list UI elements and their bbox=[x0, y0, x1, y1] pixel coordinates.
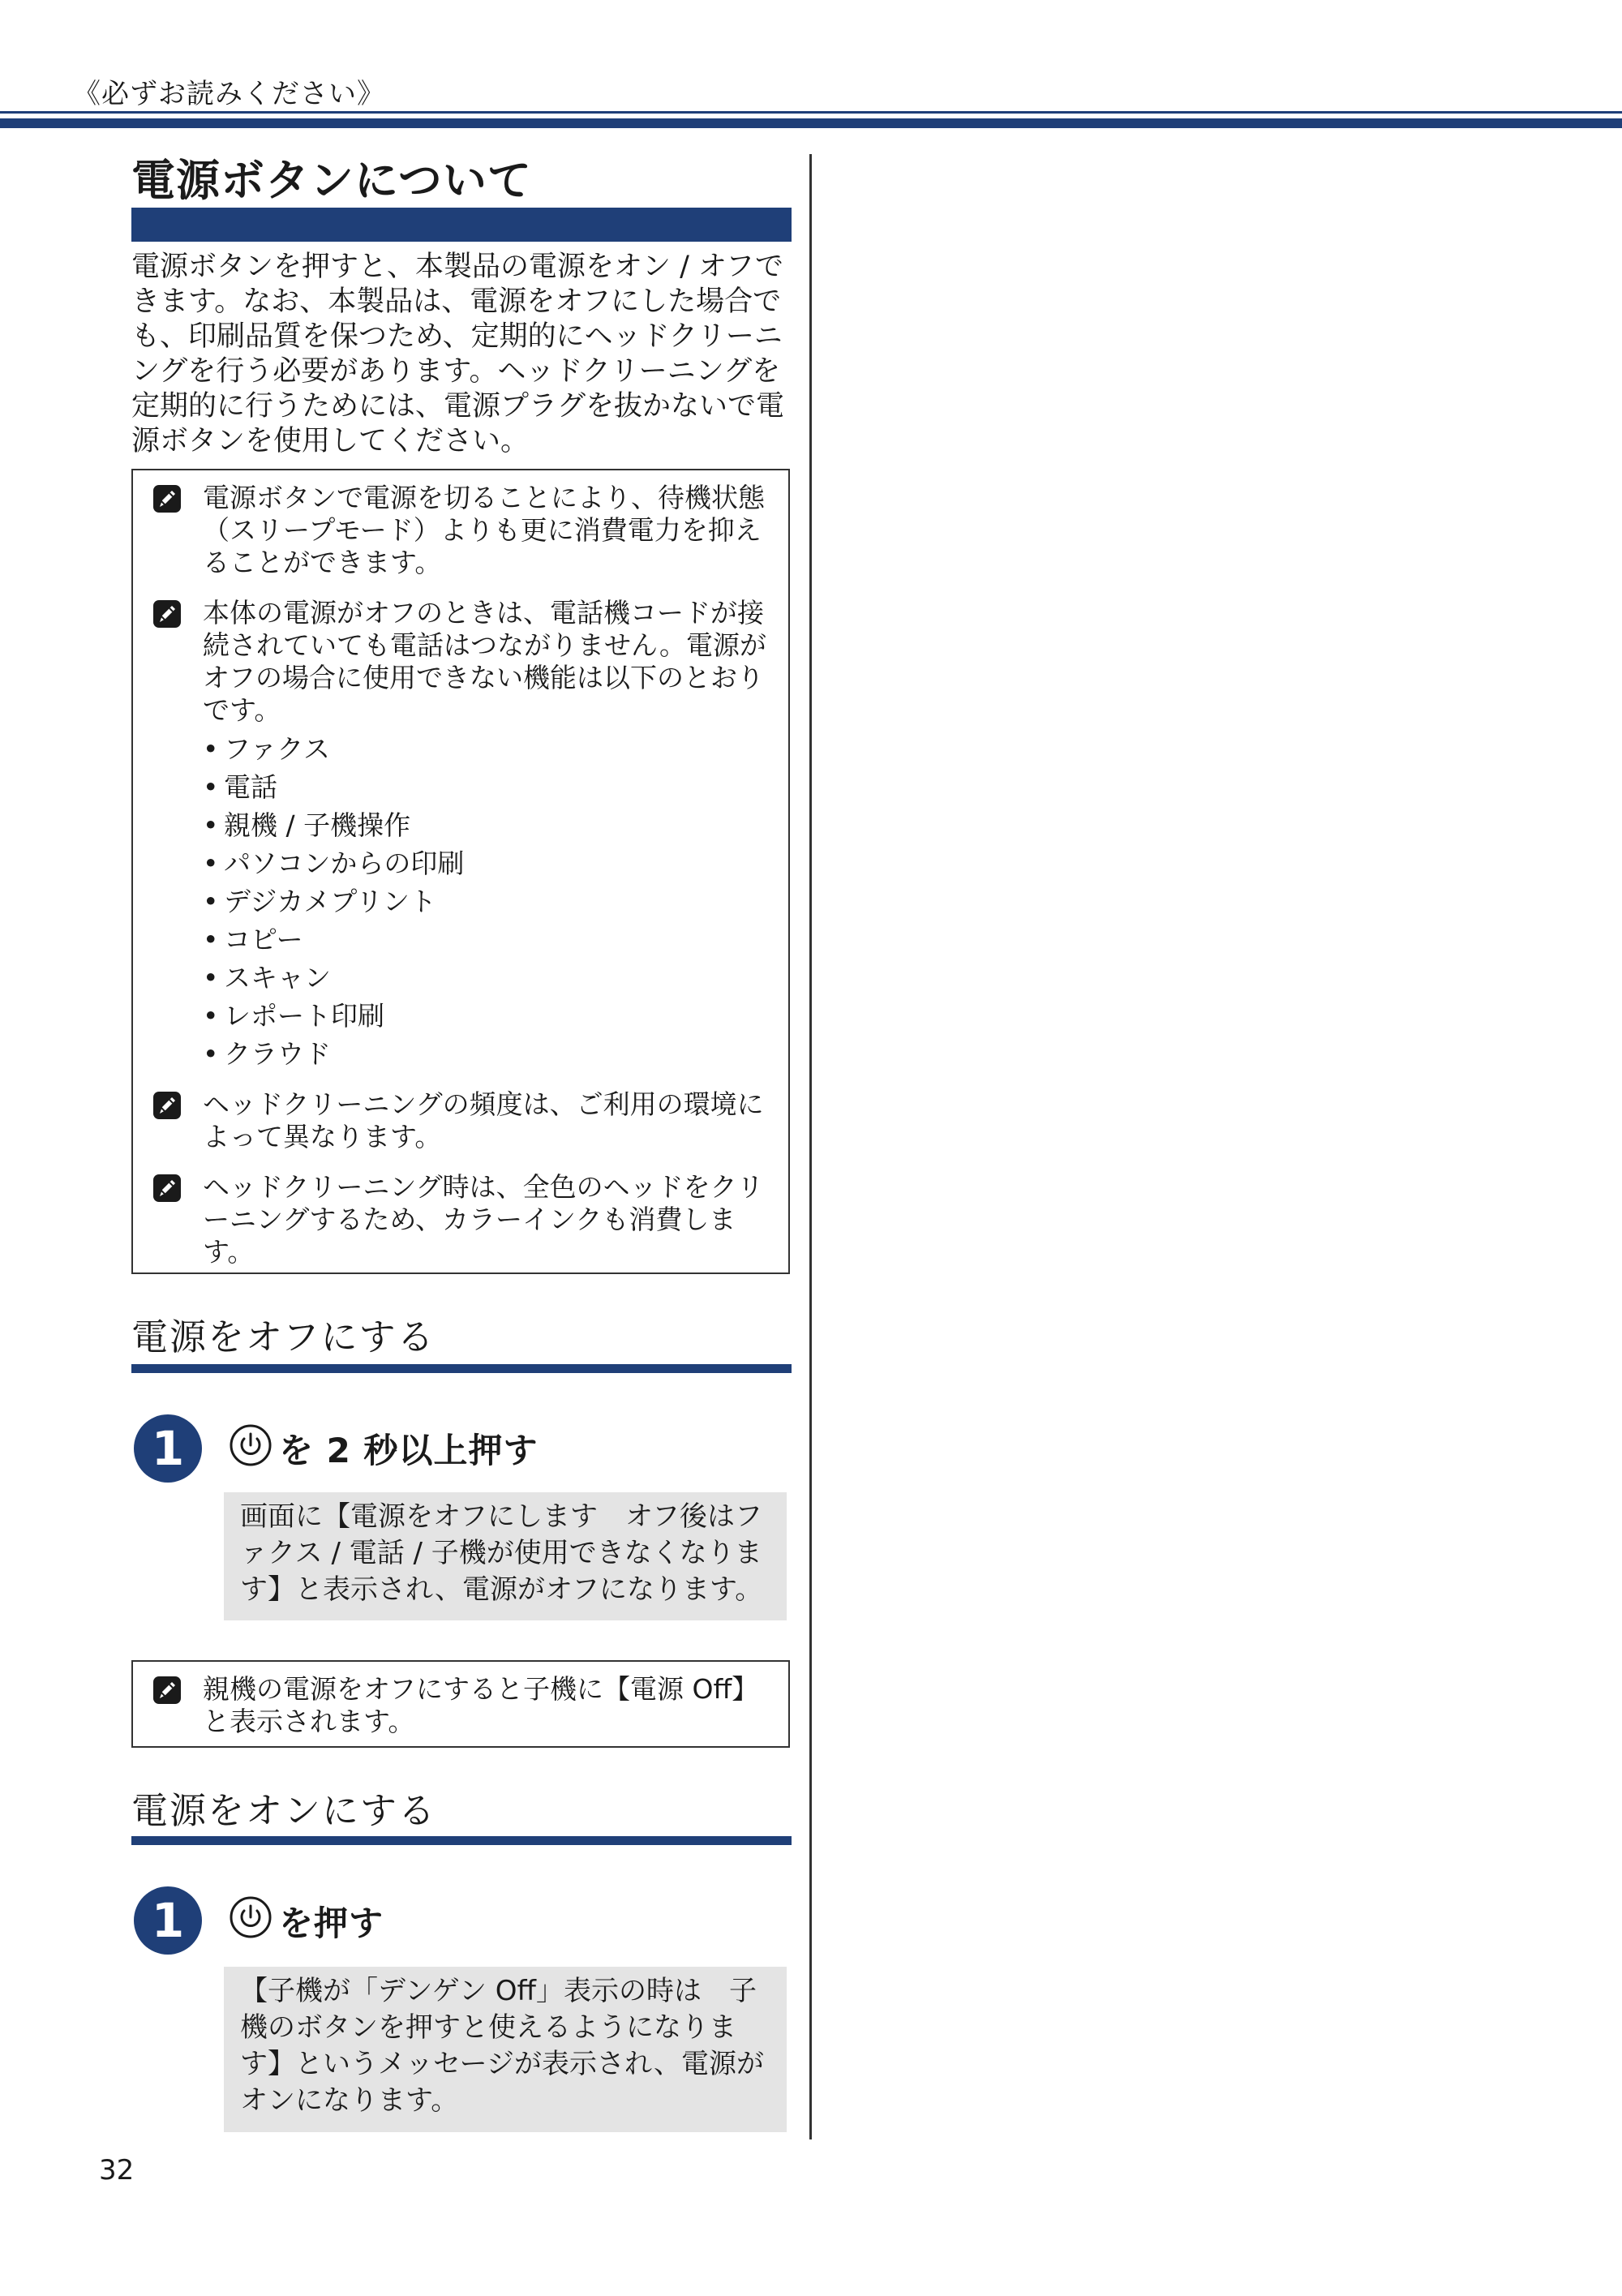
step-instruction: を押す bbox=[279, 1903, 384, 1943]
note-box-power-off bbox=[131, 1660, 790, 1748]
notes-box bbox=[131, 469, 790, 1274]
section-underline-bar bbox=[131, 1836, 792, 1845]
list-item: • パソコンからの印刷 bbox=[203, 848, 772, 880]
header-rule-thick bbox=[0, 118, 1622, 128]
step-instruction: を 2 秒以上押す bbox=[279, 1431, 539, 1470]
power-button-icon bbox=[229, 1895, 272, 1939]
power-button-icon bbox=[229, 1423, 272, 1467]
list-item: • 親機 / 子機操作 bbox=[203, 809, 772, 842]
list-item: • ファクス bbox=[203, 733, 772, 766]
list-item: • デジカメプリント bbox=[203, 886, 772, 918]
memo-pencil-icon bbox=[152, 1174, 182, 1203]
list-item: • スキャン bbox=[203, 962, 772, 994]
header-label: 《必ずお読みください》 bbox=[73, 78, 385, 110]
unavailable-functions-list bbox=[203, 733, 772, 1071]
note-item bbox=[133, 1088, 772, 1153]
note-item bbox=[133, 1673, 772, 1738]
page-title: 電源ボタンについて bbox=[131, 155, 532, 206]
step-number-badge: 1 bbox=[134, 1886, 202, 1955]
list-item: • レポート印刷 bbox=[203, 1000, 772, 1032]
step-number-badge: 1 bbox=[134, 1414, 202, 1483]
note-text: 本体の電源がオフのときは、電話機コードが接続されていても電話はつながりません。電源がオフの場合に使用できない機能は以下のとおりです。 bbox=[203, 597, 766, 726]
header-rule-thin bbox=[0, 111, 1622, 114]
list-item: • コピー bbox=[203, 924, 772, 956]
note-item bbox=[133, 1171, 772, 1268]
note-text: 親機の電源をオフにすると子機に【電源 Off】と表示されます。 bbox=[203, 1673, 759, 1737]
section-title-power-on: 電源をオンにする bbox=[131, 1789, 437, 1832]
note-item bbox=[133, 482, 772, 579]
note-text: ヘッドクリーニング時は、全色のヘッドをクリーニングするため、カラーインクも消費します。 bbox=[203, 1171, 764, 1268]
display-message-box: 【子機が「デンゲン Off」表示の時は 子機のボタンを押すと使えるようになります】というメッセージが表示され、電源がオンになります。 bbox=[224, 1967, 787, 2132]
intro-paragraph: 電源ボタンを押すと、本製品の電源をオン / オフできます。なお、本製品は、電源をオフにした場合でも、印刷品質を保つため、定期的にヘッドクリーニングを行う必要があります。ヘッドクリーニングを定期的に行うためには、電源プラグを抜かないで電源ボタンを使用してください。 bbox=[131, 251, 785, 457]
section-title-power-off: 電源をオフにする bbox=[131, 1315, 436, 1358]
display-message-box: 画面に【電源をオフにします オフ後はファクス / 電話 / 子機が使用できなくなります】と表示され、電源がオフになります。 bbox=[224, 1492, 787, 1620]
memo-pencil-icon bbox=[152, 1091, 182, 1120]
note-item bbox=[133, 597, 772, 1071]
title-underline-bar bbox=[131, 208, 792, 242]
list-item: • 電話 bbox=[203, 771, 772, 804]
page-number: 32 bbox=[99, 2154, 135, 2187]
list-item: • クラウド bbox=[203, 1038, 772, 1071]
note-text: 電源ボタンで電源を切ることにより、待機状態（スリープモード）よりも更に消費電力を抑えることができます。 bbox=[203, 482, 765, 578]
note-text: ヘッドクリーニングの頻度は、ご利用の環境によって異なります。 bbox=[203, 1088, 764, 1152]
memo-pencil-icon bbox=[152, 1676, 182, 1705]
section-underline-bar bbox=[131, 1364, 792, 1373]
column-divider bbox=[809, 154, 812, 2139]
memo-pencil-icon bbox=[152, 599, 182, 629]
memo-pencil-icon bbox=[152, 484, 182, 513]
